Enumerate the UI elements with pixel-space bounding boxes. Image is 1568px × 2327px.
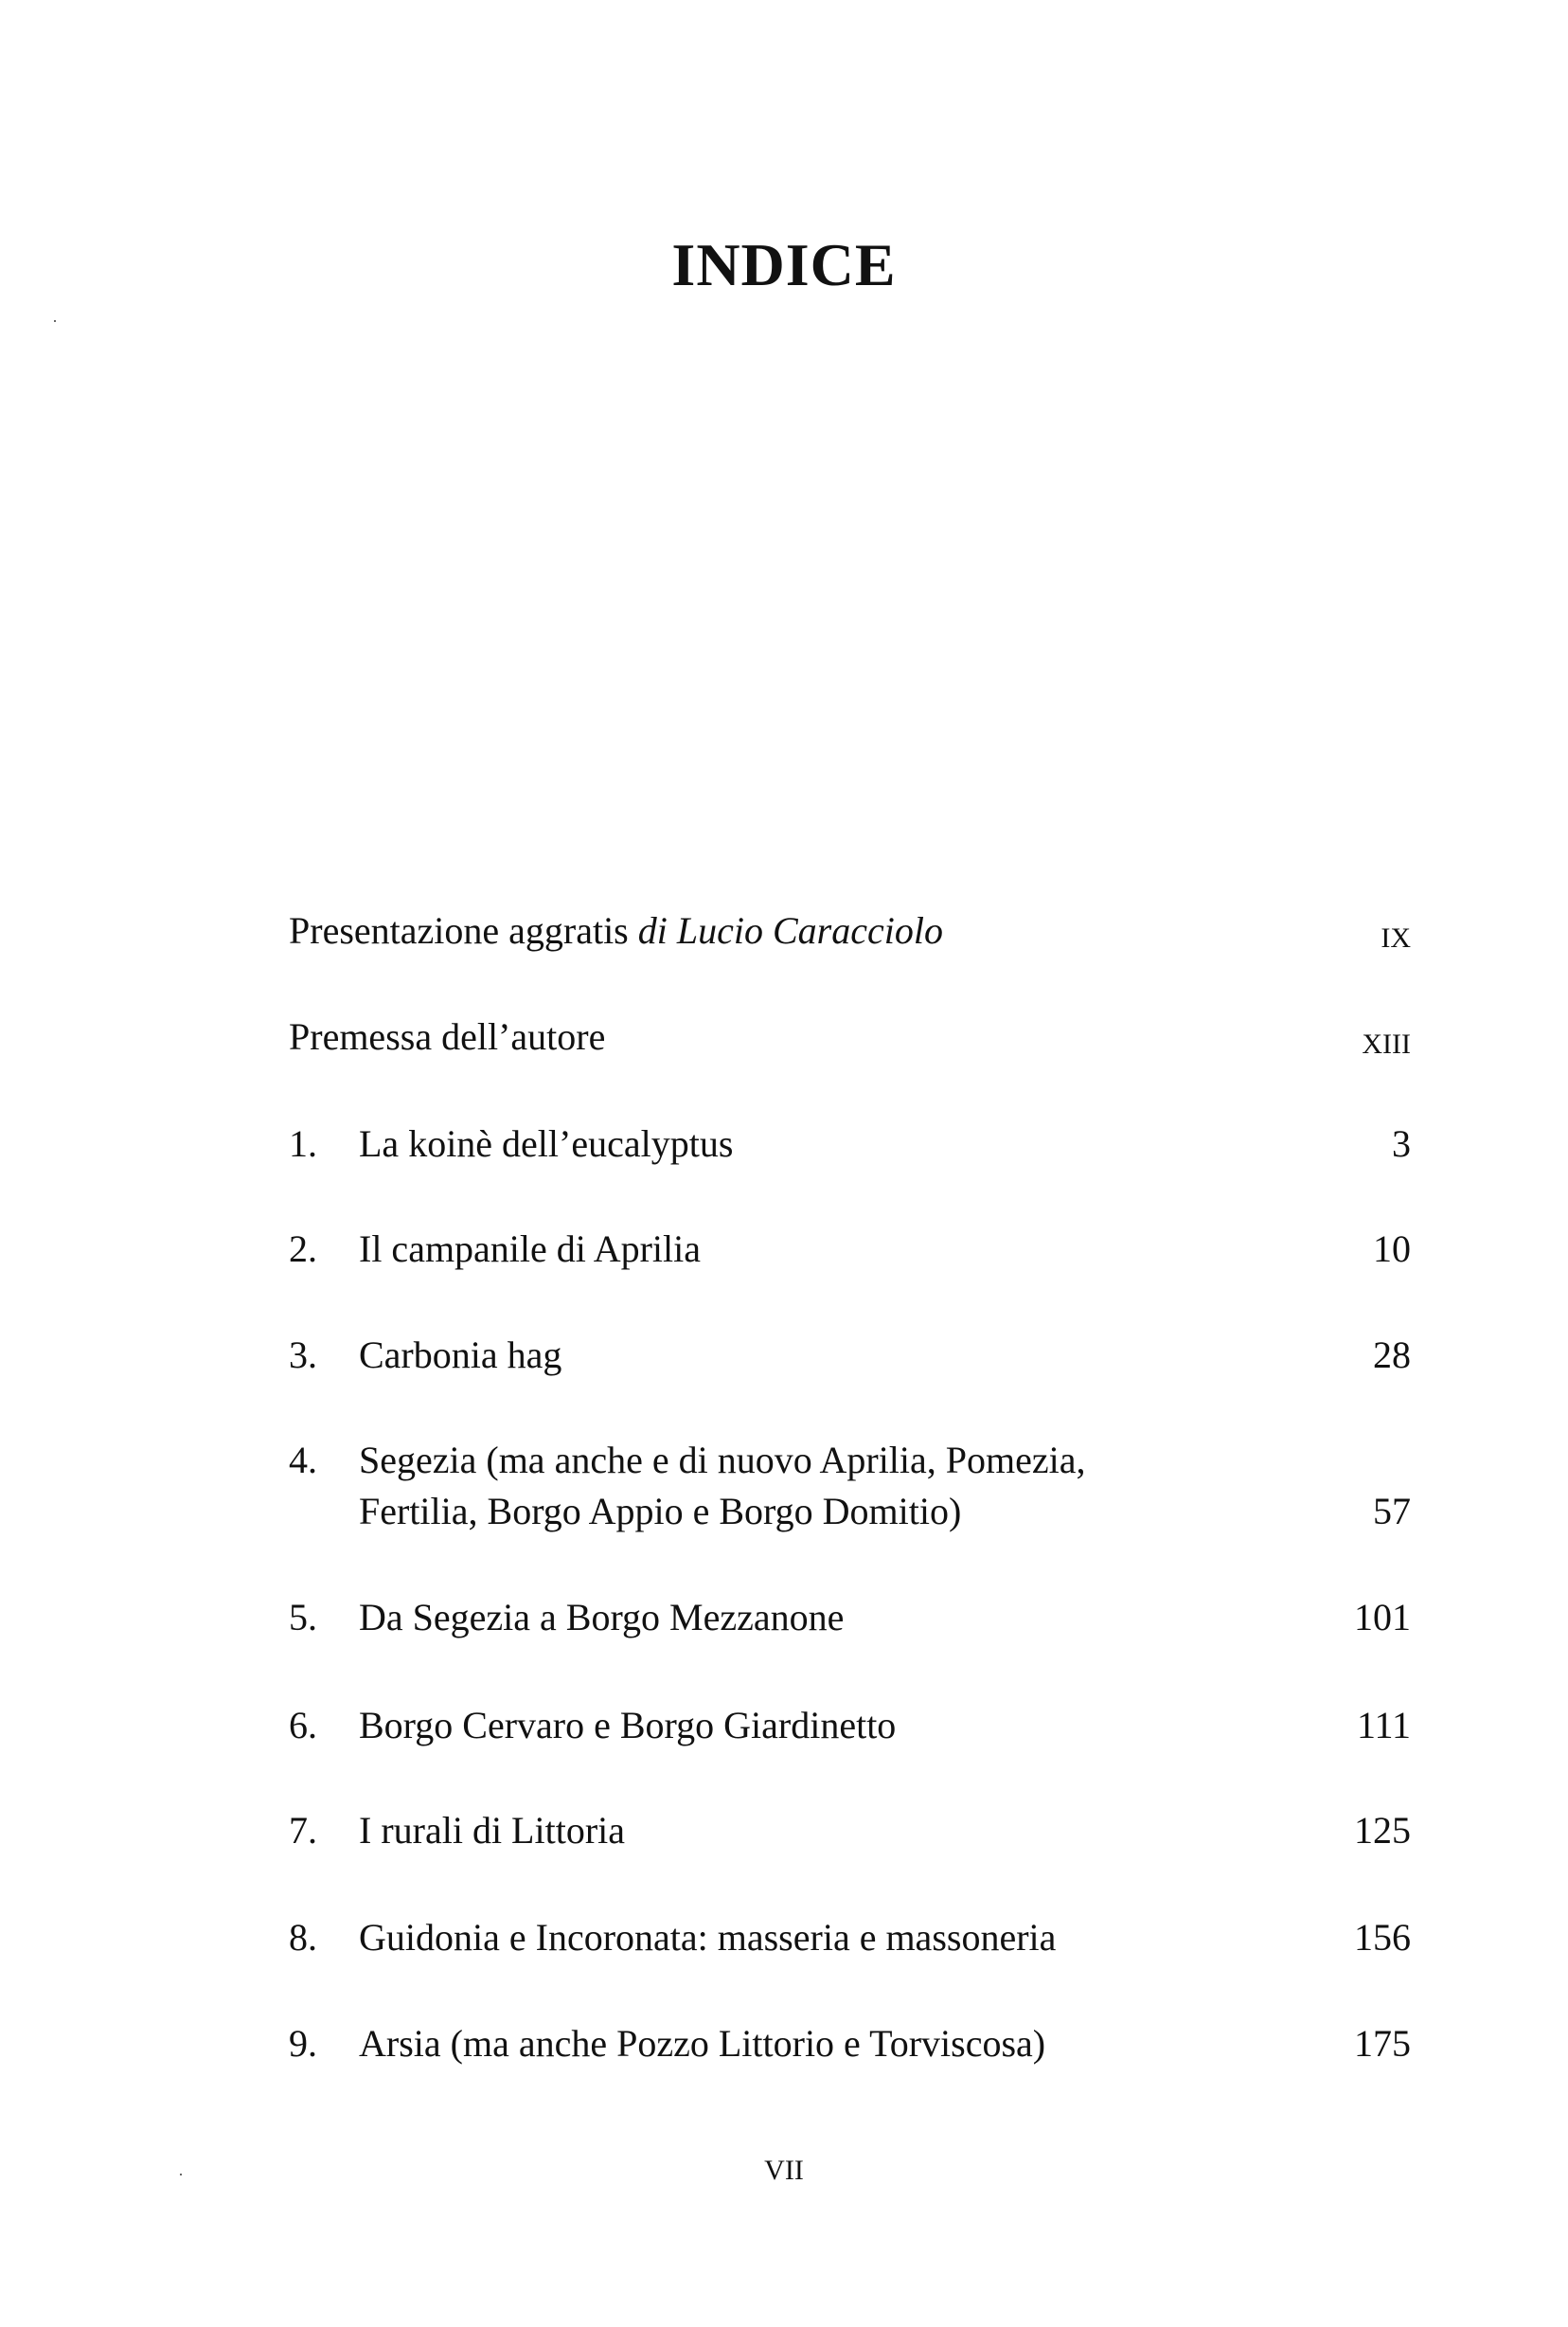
entry-page: 10 <box>1373 1227 1411 1270</box>
entry-number: 2. <box>289 1227 317 1270</box>
entry-number: 6. <box>289 1704 317 1746</box>
entry-number: 5. <box>289 1596 317 1638</box>
entry-title: Guidonia e Incoronata: masseria e massoneria <box>359 1916 1057 1959</box>
entry-page: 28 <box>1373 1334 1411 1376</box>
entry-title: Carbonia hag <box>359 1334 562 1376</box>
entry-number: 1. <box>289 1122 317 1165</box>
entry-title: Premessa dell’autore <box>289 1015 606 1058</box>
entry-page: 125 <box>1354 1809 1411 1852</box>
entry-author: di Lucio Caracciolo <box>637 909 943 952</box>
entry-number: 9. <box>289 2022 317 2065</box>
entry-title: Segezia (ma anche e di nuovo Aprilia, Pomezia, <box>359 1439 1086 1481</box>
entry-page: 175 <box>1354 2022 1411 2065</box>
entry-title: Arsia (ma anche Pozzo Littorio e Torviscosa) <box>359 2022 1046 2065</box>
entry-page: IX <box>1381 922 1411 954</box>
entry-title-continuation: Fertilia, Borgo Appio e Borgo Domitio) <box>359 1490 962 1532</box>
entry-page: 3 <box>1392 1122 1411 1165</box>
entry-title: Il campanile di Aprilia <box>359 1227 701 1270</box>
page-title: INDICE <box>671 230 897 298</box>
entry-title: I rurali di Littoria <box>359 1809 626 1852</box>
entry-page: 111 <box>1356 1704 1411 1746</box>
page-folio: VII <box>764 2155 804 2186</box>
entry-page: 101 <box>1354 1596 1411 1638</box>
entry-number: 8. <box>289 1916 317 1959</box>
entry-page: XIII <box>1362 1029 1411 1060</box>
scan-speck <box>54 320 56 322</box>
entry-title: Borgo Cervaro e Borgo Giardinetto <box>359 1704 897 1746</box>
entry-page: 57 <box>1373 1490 1411 1532</box>
entry-title: Presentazione aggratis di Lucio Caracciolo <box>289 909 943 952</box>
entry-title: Da Segezia a Borgo Mezzanone <box>359 1596 845 1638</box>
entry-number: 4. <box>289 1439 317 1481</box>
entry-page: 156 <box>1354 1916 1411 1959</box>
entry-number: 3. <box>289 1334 317 1376</box>
entry-number: 7. <box>289 1809 317 1852</box>
entry-title: La koinè dell’eucalyptus <box>359 1122 734 1165</box>
